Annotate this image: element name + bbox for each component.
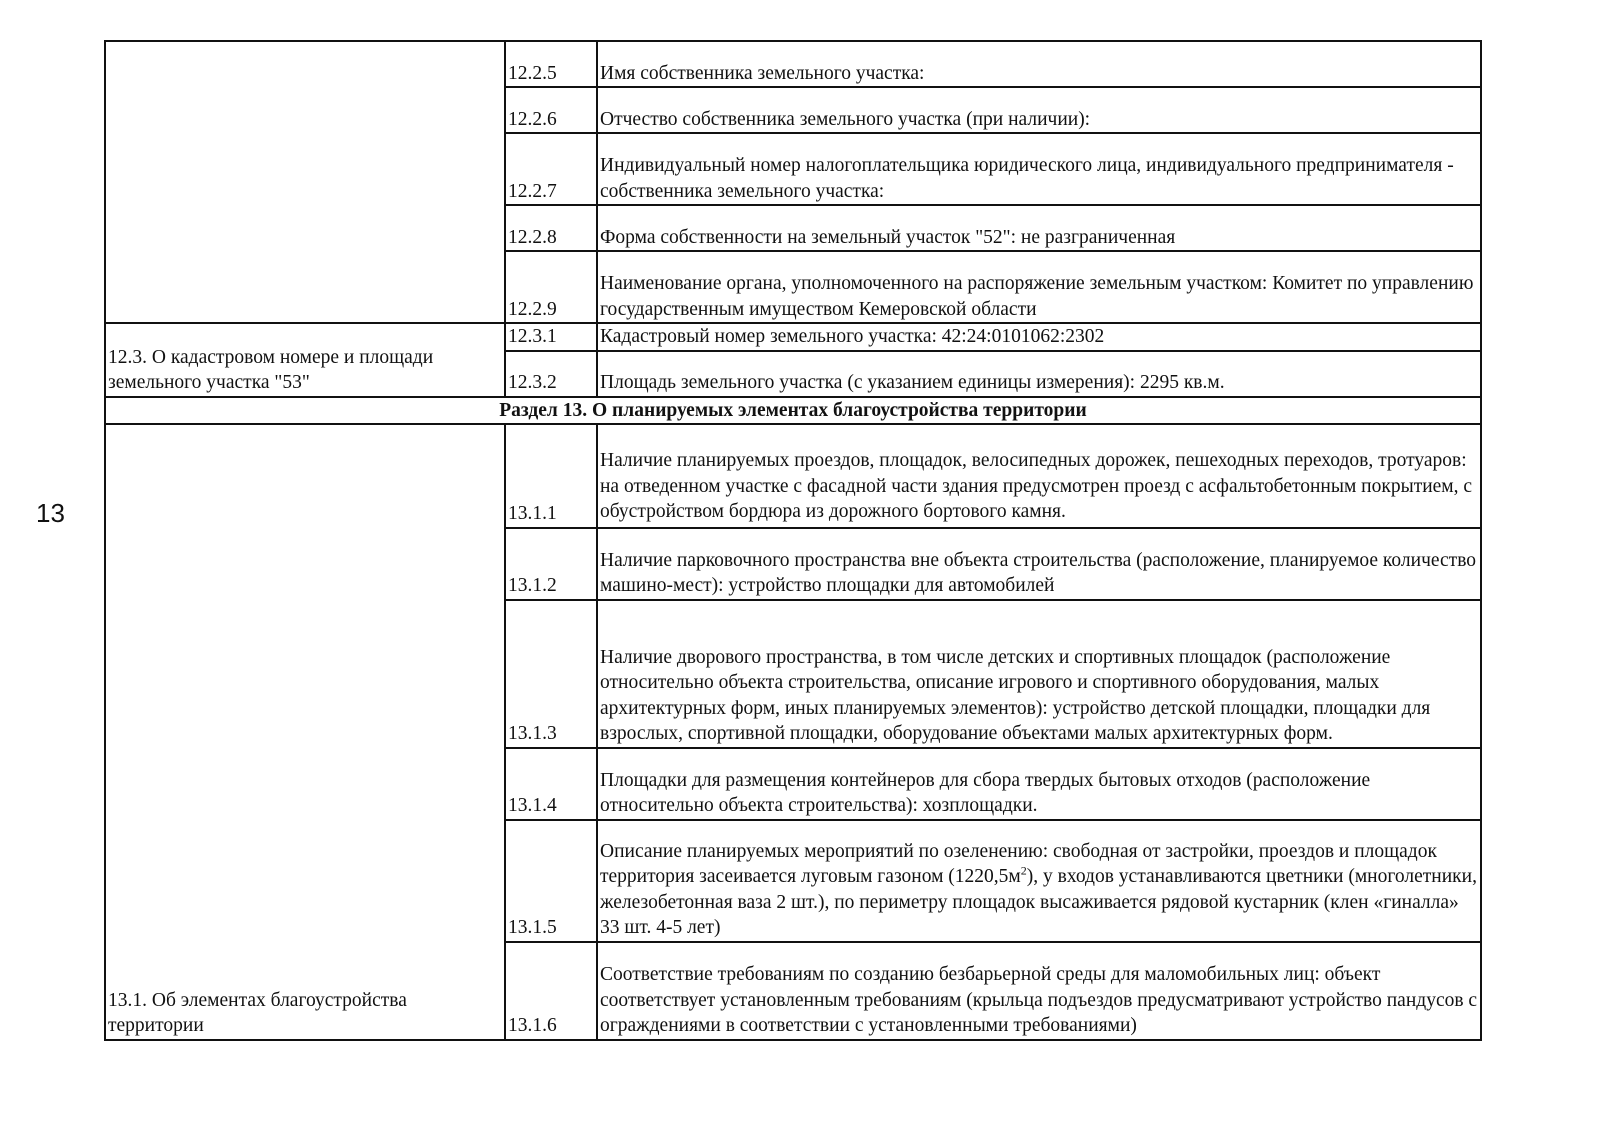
item-text: Отчество собственника земельного участка (при наличии):	[597, 87, 1481, 133]
item-text: Площадки для размещения контейнеров для сбора твердых бытовых отходов (расположение относительно объекта строительства): хозплощадки.	[597, 748, 1481, 820]
item-number: 12.2.6	[505, 87, 597, 133]
item-text	[597, 820, 1481, 942]
item-text: Наличие планируемых проездов, площадок, велосипедных дорожек, пешеходных переходов, тротуаров: на отведенном участке с фасадной части здания предусмотрен проезд с асфальтобетонным покрытием, с обустройством бордюра из дорожного бортового камня.	[597, 424, 1481, 528]
item-text-part: Описание планируемых мероприятий по озеленению: свободная от застройки, проездов и площадок территория засеивается луговым газоном (1220,5м	[600, 840, 1437, 887]
item-text: Форма собственности на земельный участок "52": не разграниченная	[597, 205, 1481, 251]
item-text: Наличие парковочного пространства вне объекта строительства (расположение, планируемое количество машино-мест): устройство площадки для автомобилей	[597, 528, 1481, 600]
item-text: Площадь земельного участка (с указанием единицы измерения): 2295 кв.м.	[597, 351, 1481, 397]
item-number: 12.2.8	[505, 205, 597, 251]
item-number: 12.3.1	[505, 323, 597, 351]
item-text: Наличие дворового пространства, в том числе детских и спортивных площадок (расположение относительно объекта строительства, описание игрового и спортивного оборудования, малых архитектурных форм, иных планируемых элементов): устройство детской площадки, площадки для взрослых, спортивной площадки, оборудование объектами малых архитектурных форм.	[597, 600, 1481, 748]
item-number: 12.2.9	[505, 251, 597, 323]
item-text: Наименование органа, уполномоченного на распоряжение земельным участком: Комитет по управлению государственным имуществом Кемеровской области	[597, 251, 1481, 323]
table-row	[105, 41, 1481, 87]
item-number: 13.1.6	[505, 942, 597, 1040]
item-text: Кадастровый номер земельного участка: 42:24:0101062:2302	[597, 323, 1481, 351]
item-text: Имя собственника земельного участка:	[597, 41, 1481, 87]
item-number: 12.2.5	[505, 41, 597, 87]
item-number: 13.1.2	[505, 528, 597, 600]
group-label: 12.3. О кадастровом номере и площади земельного участка "53"	[105, 323, 505, 397]
page-number: 13	[36, 498, 65, 528]
item-text: Соответствие требованиям по созданию безбарьерной среды для маломобильных лиц: объект соответствует установленным требованиям (крыльца подъездов предусматривают устройство пандусов с ограждениями в соответствии с установленными требованиями)	[597, 942, 1481, 1040]
item-text: Индивидуальный номер налогоплательщика юридического лица, индивидуального предпринимателя - собственника земельного участка:	[597, 133, 1481, 205]
table-row	[105, 424, 1481, 528]
item-number: 12.2.7	[505, 133, 597, 205]
item-number: 13.1.1	[505, 424, 597, 528]
item-number: 13.1.4	[505, 748, 597, 820]
superscript: 2	[1020, 863, 1027, 878]
item-number: 12.3.2	[505, 351, 597, 397]
group-label-empty	[105, 41, 505, 323]
document-table	[104, 40, 1482, 1041]
item-text-part: ), у входов устанавливаются цветники (многолетники, железобетонная ваза 2 шт.), по периметру площадок высаживается рядовой кустарник (клен «гиналла» 33 шт. 4-5 лет)	[600, 866, 1477, 938]
group-label: 13.1. Об элементах благоустройства территории	[105, 424, 505, 1040]
section-title: Раздел 13. О планируемых элементах благоустройства территории	[105, 397, 1481, 424]
section-header-row	[105, 397, 1481, 424]
item-number: 13.1.5	[505, 820, 597, 942]
item-number: 13.1.3	[505, 600, 597, 748]
table-row	[105, 323, 1481, 351]
